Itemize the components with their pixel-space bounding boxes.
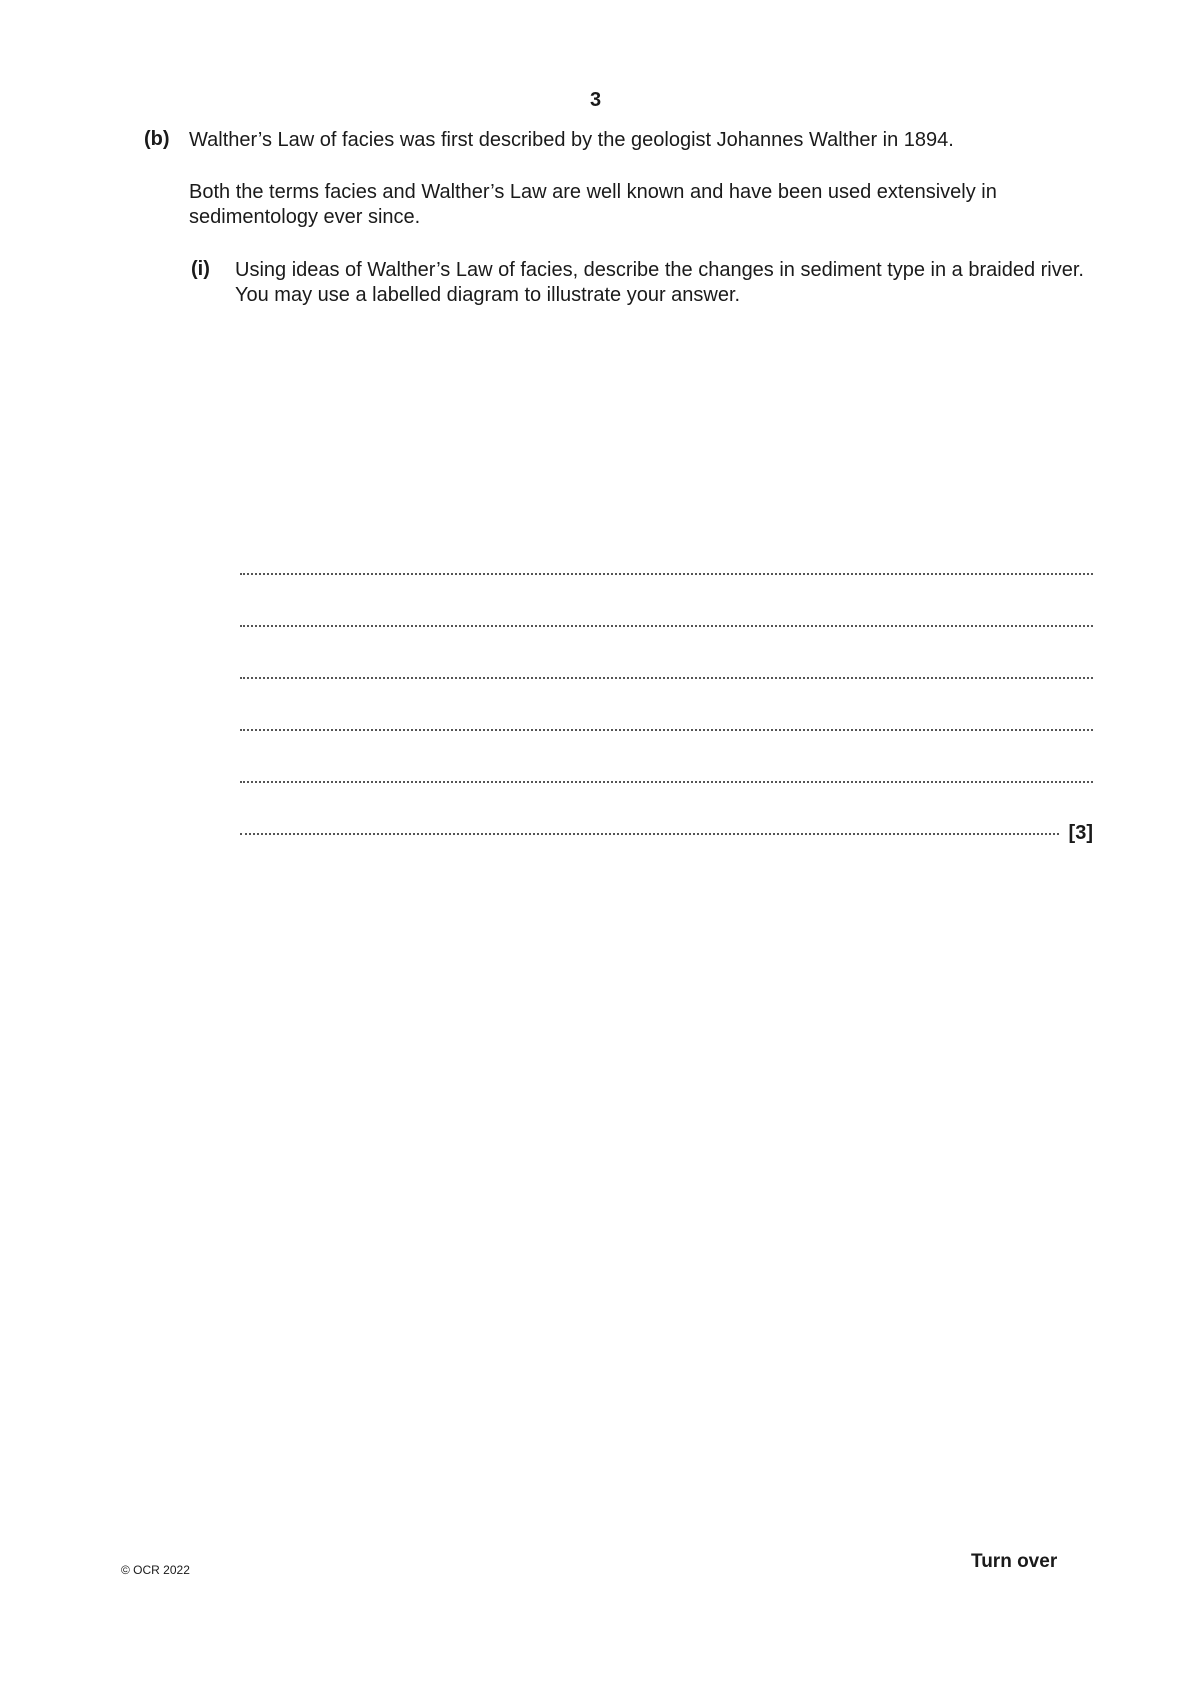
answer-lines[interactable] <box>240 543 1093 855</box>
marks-label: [3] <box>1068 822 1093 844</box>
answer-line[interactable] <box>240 803 1093 855</box>
copyright-notice: © OCR 2022 <box>121 1563 190 1577</box>
answer-line[interactable] <box>240 595 1093 647</box>
page-number: 3 <box>589 89 602 111</box>
question-intro-text: Walther’s Law of facies was first described by the geologist Johannes Walther in 1894. <box>189 129 954 151</box>
answer-line[interactable] <box>240 543 1093 595</box>
answer-line[interactable] <box>240 647 1093 699</box>
question-context-text: Both the terms facies and Walther’s Law are well known and have been used extensively in sedimentology ever since. <box>189 181 997 228</box>
subquestion-label: (i) <box>191 258 210 280</box>
answer-line[interactable] <box>240 699 1093 751</box>
question-part-label: (b) <box>144 128 170 150</box>
answer-line[interactable] <box>240 751 1093 803</box>
turn-over-label: Turn over <box>971 1551 1058 1572</box>
subquestion-text: Using ideas of Walther’s Law of facies, describe the changes in sediment type in a braided river. You may use a labelled diagram to illustrate your answer. <box>235 259 1084 306</box>
